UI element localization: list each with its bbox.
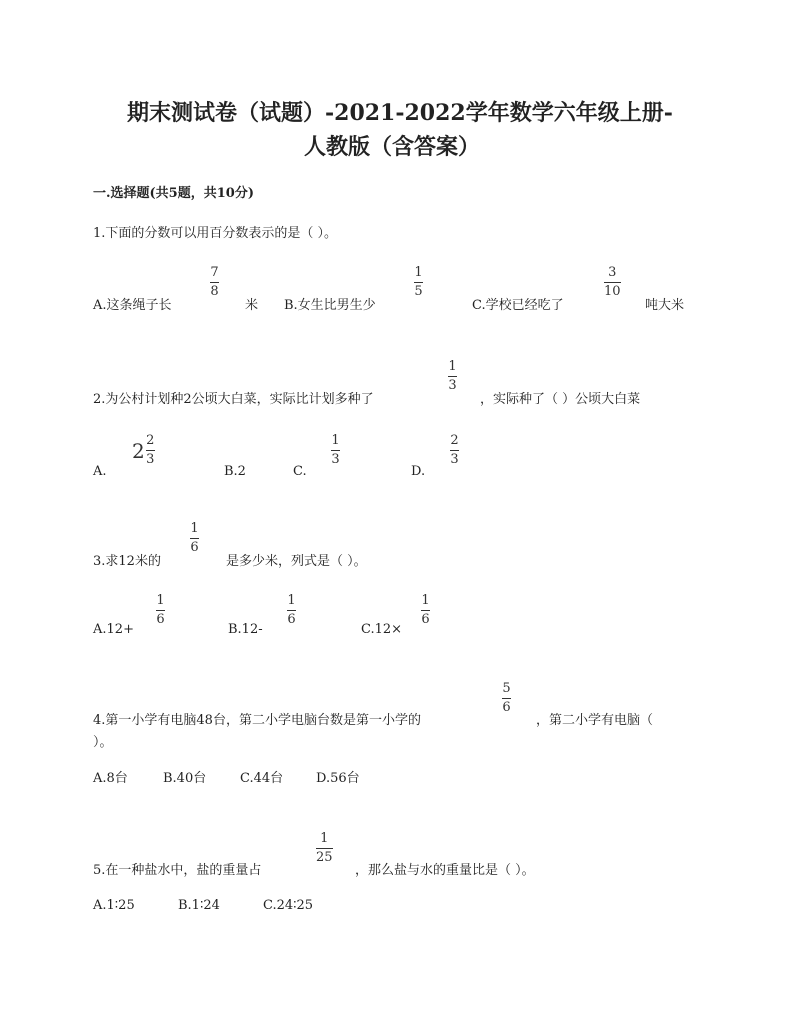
q4-stem-line2: ）。	[93, 735, 113, 750]
q2-stem-text: 2.为公村计划种2公顷大白菜，实际比计划多种了	[93, 392, 374, 407]
numerator: 7	[210, 265, 219, 280]
q4-option-b[interactable]: B.40台	[163, 771, 207, 786]
denominator: 6	[421, 612, 430, 627]
numerator: 2	[146, 433, 155, 448]
q1-option-b-label[interactable]: B.女生比男生少	[284, 298, 376, 313]
denominator: 6	[287, 612, 296, 627]
section-heading: 一.选择题(共5题，共10分)	[93, 186, 254, 201]
q1-stem: 1.下面的分数可以用百分数表示的是（ ）。	[93, 226, 338, 241]
q5-option-b[interactable]: B.1∶24	[178, 898, 220, 913]
q1-option-c-label[interactable]: C.学校已经吃了	[472, 298, 564, 313]
q2-option-c-label[interactable]: C.	[293, 464, 307, 479]
numerator: 5	[502, 681, 511, 696]
q2-stem-text-after: ，实际种了（ ）公顷大白菜	[480, 392, 641, 407]
numerator: 1	[331, 433, 340, 448]
q2-option-d-fraction	[450, 434, 459, 467]
q3-option-b-label[interactable]: B.12-	[228, 622, 263, 637]
q1-option-c-fraction	[604, 266, 621, 299]
q5-stem-text-after: ，那么盐与水的重量比是（ ）。	[355, 863, 535, 878]
q5-stem-text: 5.在一种盐水中，盐的重量占	[93, 863, 262, 878]
numerator: 1	[320, 831, 329, 846]
q5-stem-fraction	[316, 832, 333, 865]
numerator: 1	[421, 593, 430, 608]
q2-stem-fraction	[448, 360, 457, 393]
q3-stem-text-after: 是多少米，列式是（ ）。	[226, 554, 367, 569]
q4-option-d[interactable]: D.56台	[316, 771, 360, 786]
denominator: 3	[450, 452, 459, 467]
denominator: 8	[210, 284, 219, 299]
numerator: 1	[156, 593, 165, 608]
numerator: 1	[287, 593, 296, 608]
q2-option-a-label[interactable]: A.	[93, 464, 107, 479]
q4-stem-text: 4.第一小学有电脑48台，第二小学电脑台数是第一小学的	[93, 713, 421, 728]
q3-option-a-fraction	[156, 594, 165, 627]
denominator: 10	[604, 284, 621, 299]
q2-option-a-mixed-number	[132, 434, 155, 467]
q3-option-a-label[interactable]: A.12+	[93, 622, 134, 637]
page-title-line1: 期末测试卷（试题）-2021-2022学年数学六年级上册-	[127, 100, 673, 126]
numerator: 1	[190, 521, 199, 536]
numerator: 1	[414, 265, 423, 280]
numerator: 1	[448, 359, 457, 374]
q2-option-d-label[interactable]: D.	[411, 464, 426, 479]
q3-stem-fraction	[190, 522, 199, 555]
denominator: 5	[414, 284, 423, 299]
denominator: 6	[156, 612, 165, 627]
denominator: 3	[448, 378, 457, 393]
denominator: 6	[502, 700, 511, 715]
q3-option-c-fraction	[421, 594, 430, 627]
denominator: 3	[146, 452, 155, 467]
page-title-line2: 人教版（含答案）	[304, 134, 481, 160]
q1-option-a-label[interactable]: A.这条绳子长	[93, 298, 172, 313]
q3-option-b-fraction	[287, 594, 296, 627]
whole-part: 2	[132, 438, 145, 463]
denominator: 6	[190, 540, 199, 555]
q1-option-a-unit: 米	[245, 298, 259, 313]
numerator: 3	[608, 265, 617, 280]
q3-option-c-label[interactable]: C.12×	[361, 622, 403, 637]
denominator: 3	[331, 452, 340, 467]
q4-stem-text-after: ，第二小学有电脑（	[536, 713, 654, 728]
q1-option-c-unit: 吨大米	[645, 298, 685, 313]
q3-stem-text: 3.求12米的	[93, 554, 161, 569]
q1-option-b-fraction	[414, 266, 423, 299]
q4-option-a[interactable]: A.8台	[93, 771, 128, 786]
q2-option-c-fraction	[331, 434, 340, 467]
q2-option-b-label[interactable]: B.2	[224, 464, 246, 479]
numerator: 2	[450, 433, 459, 448]
q4-stem-fraction	[502, 682, 511, 715]
denominator: 25	[316, 850, 333, 865]
q5-option-c[interactable]: C.24∶25	[263, 898, 314, 913]
q5-option-a[interactable]: A.1∶25	[93, 898, 135, 913]
q4-option-c[interactable]: C.44台	[240, 771, 284, 786]
q1-option-a-fraction	[210, 266, 219, 299]
